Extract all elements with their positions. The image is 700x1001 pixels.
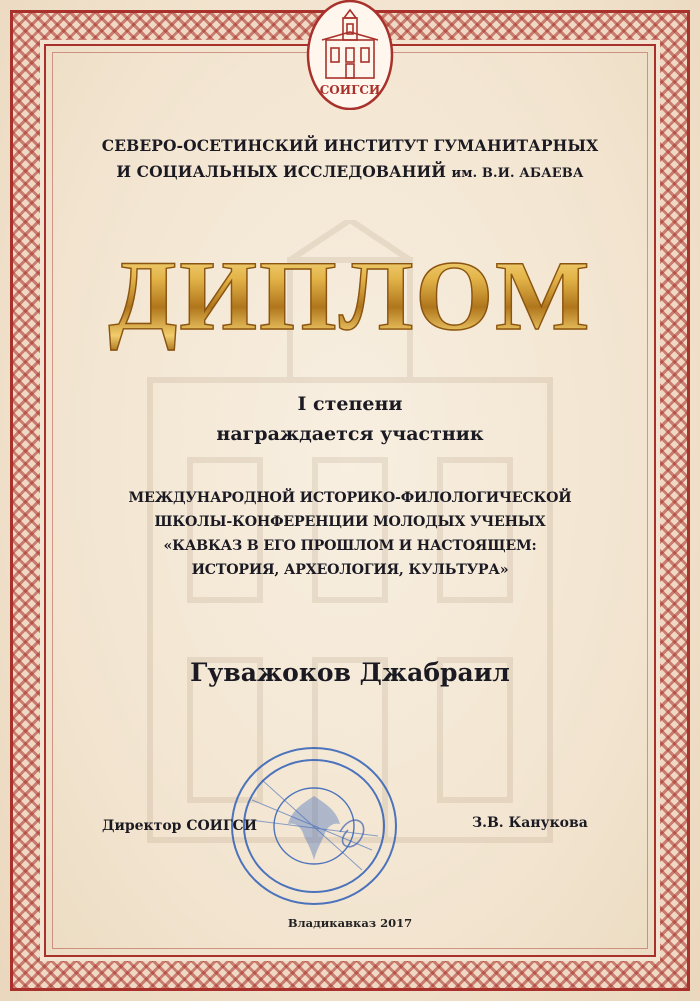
signature-name: З.В. Канукова bbox=[472, 815, 588, 831]
signature-position: Директор СОИГСИ bbox=[102, 818, 257, 834]
institute-line-1: СЕВЕРО-ОСЕТИНСКИЙ ИНСТИТУТ ГУМАНИТАРНЫХ bbox=[101, 136, 599, 155]
city-year: Владикавказ 2017 bbox=[287, 916, 413, 930]
institute-line-2 bbox=[0, 162, 700, 181]
institute-line-2-main: И СОЦИАЛЬНЫХ ИССЛЕДОВАНИЙ bbox=[116, 162, 452, 181]
degree-text: I степени bbox=[297, 393, 403, 415]
conference-line-1: МЕЖДУНАРОДНОЙ ИСТОРИКО-ФИЛОЛОГИЧЕСКОЙ bbox=[128, 490, 572, 506]
conference-line-3: «КАВКАЗ В ЕГО ПРОШЛОМ И НАСТОЯЩЕМ: bbox=[163, 538, 537, 554]
recipient-name: Гуважоков Джабраил bbox=[190, 658, 510, 687]
institute-line-2-name: им. В.И. АБАЕВА bbox=[451, 166, 584, 181]
logo-text: СОИГСИ bbox=[319, 83, 381, 97]
building-tower-icon bbox=[306, 0, 394, 110]
diploma-title: ДИПЛОМ bbox=[0, 238, 700, 353]
awarded-text: награждается участник bbox=[216, 423, 484, 445]
conference-line-2: ШКОЛЫ-КОНФЕРЕНЦИИ МОЛОДЫХ УЧЕНЫХ bbox=[154, 514, 546, 530]
conference-line-4: ИСТОРИЯ, АРХЕОЛОГИЯ, КУЛЬТУРА» bbox=[191, 562, 509, 578]
